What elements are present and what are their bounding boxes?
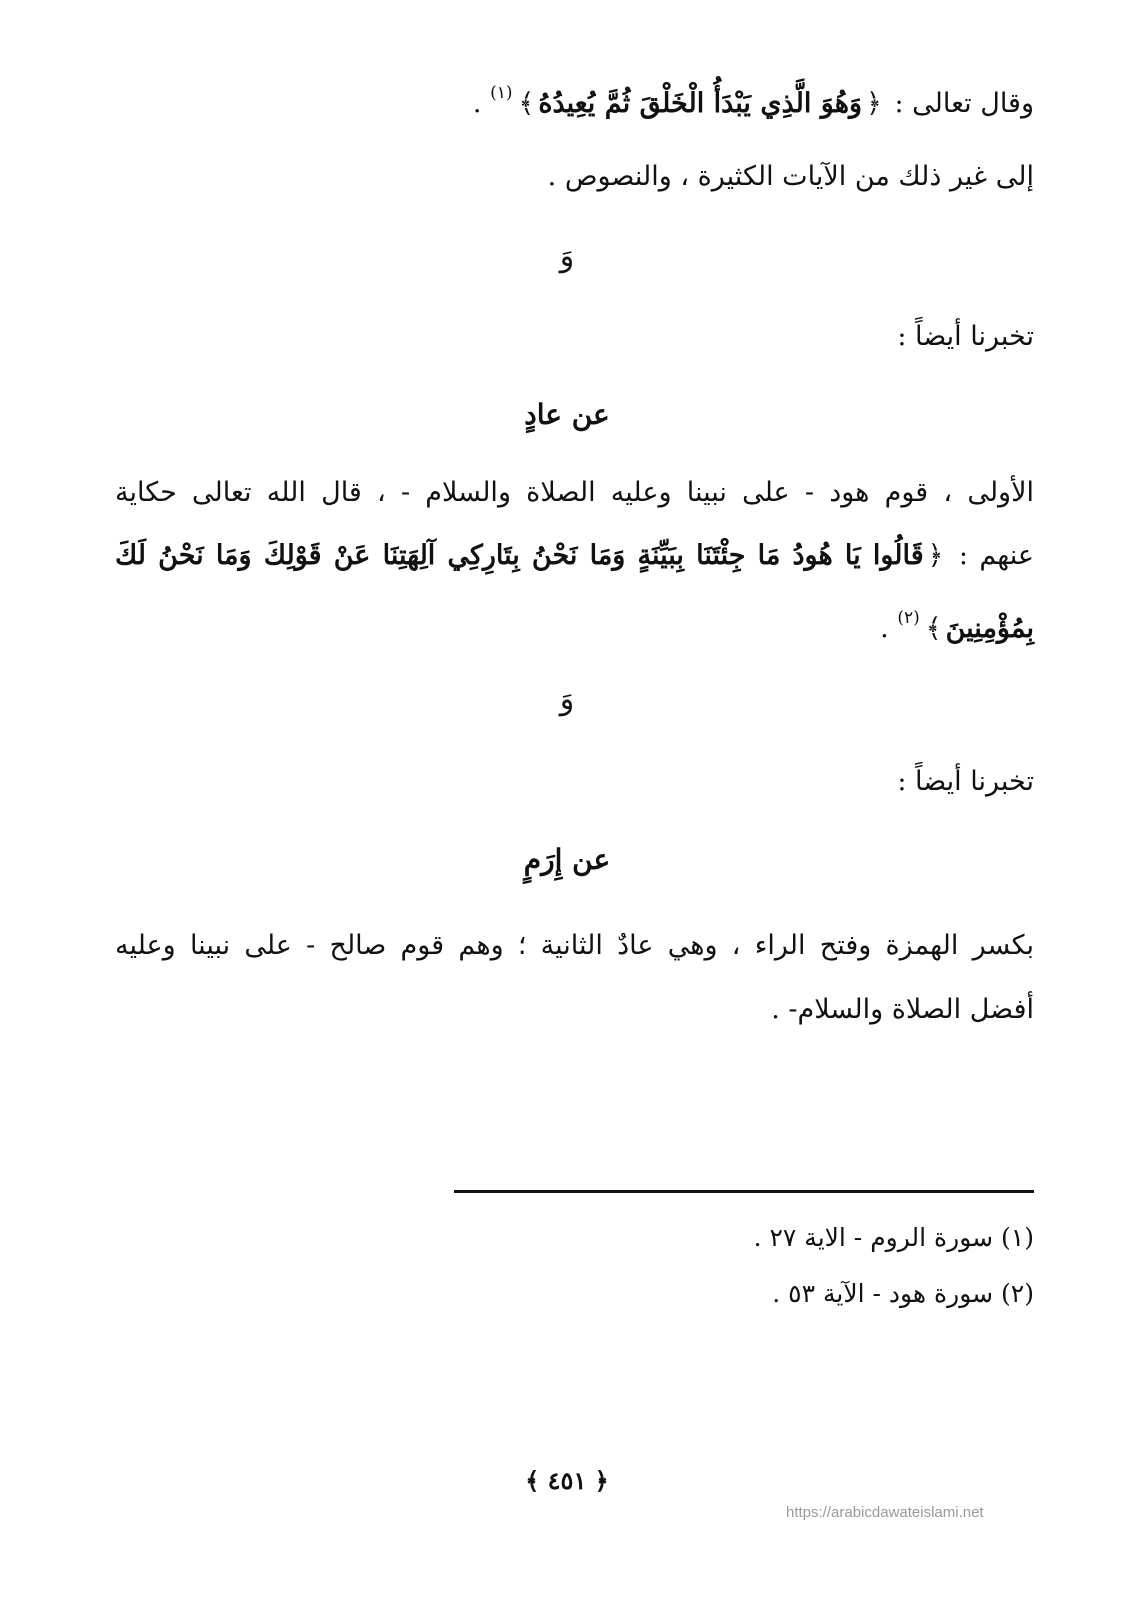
text-line-2: إلى غير ذلك من الآيات الكثيرة ، والنصوص . xyxy=(547,161,1034,192)
footnote-ref-1: (١) xyxy=(490,83,513,103)
separator-waw-1: وَ xyxy=(559,239,575,274)
paragraph-1-line-1: الأولى ، قوم هود - على نبينا وعليه الصلاة والسلام - ، قال الله تعالى حكاية xyxy=(115,477,1034,508)
line-end: . xyxy=(472,88,482,119)
footnote-2: (٢) سورة هود - الآية ٥٣ . xyxy=(772,1279,1034,1308)
quran-verse: وَهُوَ الَّذِي يَبْدَأُ الْخَلْقَ ثُمَّ يُعِيدُهُ xyxy=(538,88,863,119)
intro-text: وقال تعالى : xyxy=(894,88,1034,119)
footnote-ref-2: (٢) xyxy=(897,608,920,628)
quran-verse: قَالُوا يَا هُودُ مَا جِئْتَنَا بِبَيِّنَةٍ وَمَا نَحْنُ بِتَارِكِي آلِهَتِنَا عَنْ قَوْلِكَ وَمَا نَحْنُ لَكَ xyxy=(115,540,924,571)
text-line-4: تخبرنا أيضاً : xyxy=(897,766,1034,797)
paragraph-2-line-2: أفضل الصلاة والسلام- . xyxy=(771,994,1034,1025)
paragraph-1-line-3 xyxy=(115,598,1034,649)
footnote-1: (١) سورة الروم - الاية ٢٧ . xyxy=(753,1223,1034,1252)
quran-bracket-close: ﴾ xyxy=(925,613,942,644)
paragraph-1-line-2 xyxy=(115,536,1034,576)
verse-line-1 xyxy=(115,73,1034,124)
page-number: ﴿ ٤٥١ ﴾ xyxy=(525,1466,609,1495)
quran-bracket-open: ﴿ xyxy=(866,88,882,119)
source-watermark: https://arabicdawateislami.net xyxy=(786,1504,984,1521)
separator-waw-2: وَ xyxy=(559,682,575,717)
paragraph-2-line-1: بكسر الهمزة وفتح الراء ، وهي عادٌ الثانية ؛ وهم قوم صالح - على نبينا وعليه xyxy=(115,930,1034,961)
quran-bracket-open: ﴿ xyxy=(927,540,944,571)
footnote-divider xyxy=(454,1190,1034,1193)
line-end: . xyxy=(880,613,889,644)
quran-verse-end: بِمُؤْمِنِينَ xyxy=(945,613,1034,644)
section-heading-aad: عن عادٍ xyxy=(524,398,610,431)
section-heading-iram: عن إِرَمٍ xyxy=(523,843,611,876)
text-line-3: تخبرنا أيضاً : xyxy=(897,321,1034,352)
intro-text: عنهم : xyxy=(958,540,1034,571)
quran-bracket-close: ﴾ xyxy=(518,88,535,119)
